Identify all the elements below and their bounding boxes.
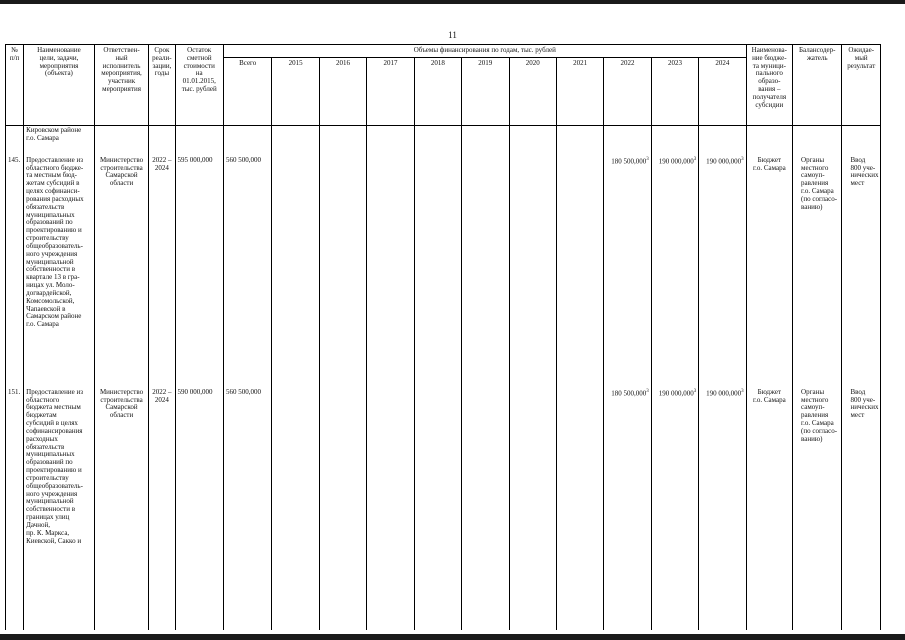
header-budget: Наименова- ние бюдже- та муници- пального образо- вания – получателя субсидии [746, 45, 792, 126]
row-value-2022: 180 500,000$^3$ [604, 156, 651, 388]
header-name: Наименование цели, задачи, мероприятия (объекта) [24, 45, 95, 126]
row-holder: Органы местного самоуп- равления г.о. Самара (по согласо- ванию) [793, 156, 842, 388]
header-result: Ожидае- мый результат [842, 45, 881, 126]
header-year: 2018 [414, 57, 461, 125]
footnote-mark: 3 [646, 156, 649, 162]
table-row [6, 156, 881, 388]
row-value-2024: 190 000,000$^3$ [699, 156, 746, 388]
row-value-2023: 190 000,000$^3$ [651, 156, 698, 388]
row-name: Предоставление из областного бюдже- та местным бюд- жетам субсидий в целях софинанси- рования расходных обязательств муниципальных образований по проектированию и строительству общеобразователь- ного учреждения муниципальной собственности в квартале 13 в гра- ницах ул. Моло- догвардейской, Комсомольской, Чапаевской в Самарском районе г.о. Самара [24, 156, 95, 388]
header-year: 2022 [604, 57, 651, 125]
header-holder: Балансодер- жатель [793, 45, 842, 126]
row-value-2024: 190 000,000$^3$ [699, 388, 746, 630]
scan-edge-top [0, 0, 905, 4]
row-total: 560 500,000 [223, 388, 271, 630]
row-budget: Бюджет г.о. Самара [746, 156, 792, 388]
header-year: 2023 [651, 57, 698, 125]
row-num: 145. [6, 156, 24, 388]
header-term: Срок реали- зации, годы [149, 45, 175, 126]
header-year: 2020 [509, 57, 556, 125]
header-funding-group: Объемы финансирования по годам, тыс. рублей [223, 45, 746, 58]
header-year: 2019 [462, 57, 509, 125]
row-result: Ввод 800 уче- нических мест [842, 388, 881, 630]
row-balance: 595 000,000 [175, 156, 223, 388]
footnote-mark: 3 [693, 388, 697, 394]
header-row-1 [6, 45, 881, 58]
header-executor: Ответствен- ный исполнитель мероприятия, участник мероприятия [94, 45, 148, 126]
footnote-mark: 3 [693, 156, 697, 162]
table-row [6, 388, 881, 630]
row-term: 2022 – 2024 [149, 156, 175, 388]
header-year: 2016 [319, 57, 366, 125]
row-num: 151. [6, 388, 24, 630]
header-balance: Остаток сметной стоимости на 01.01.2015, тыс. рублей [175, 45, 223, 126]
row-executor: Министерство строительства Самарской области [94, 156, 148, 388]
row-value-2022: 180 500,000$^3$ [604, 388, 651, 630]
header-year: 2017 [367, 57, 414, 125]
row-holder: Органы местного самоуп- равления г.о. Самара (по согласо- ванию) [793, 388, 842, 630]
row-budget: Бюджет г.о. Самара [746, 388, 792, 630]
row-executor: Министерство строительства Самарской области [94, 388, 148, 630]
table-row-continuation [6, 125, 881, 156]
page-number: 11 [448, 30, 457, 40]
row-balance: 590 000,000 [175, 388, 223, 630]
header-year: 2015 [272, 57, 319, 125]
header-num: № п/п [6, 45, 24, 126]
row-value-2023: 190 000,000$^3$ [651, 388, 698, 630]
row-result: Ввод 800 уче- нических мест [842, 156, 881, 388]
header-year: 2021 [556, 57, 603, 125]
row-total: 560 500,000 [223, 156, 271, 388]
funding-table [5, 44, 881, 630]
header-year: 2024 [699, 57, 746, 125]
header-total: Всего [223, 57, 271, 125]
row-name: Предоставление из областного бюджета местным бюджетам субсидий в целях софинансирования расходных обязательств муниципальных образований по проектированию и строительству общеобразователь- ного учреждения муниципальной собственности в границах улиц Дачной, пр. К. Маркса, Киевской, Сакко и [24, 388, 95, 630]
footnote-mark: 3 [741, 156, 744, 162]
footnote-mark: 3 [646, 388, 649, 394]
scan-edge-bottom [0, 634, 905, 640]
row-term: 2022 – 2024 [149, 388, 175, 630]
footnote-mark: 3 [741, 388, 744, 394]
continuation-text: Кировском районе г.о. Самара [24, 125, 95, 156]
